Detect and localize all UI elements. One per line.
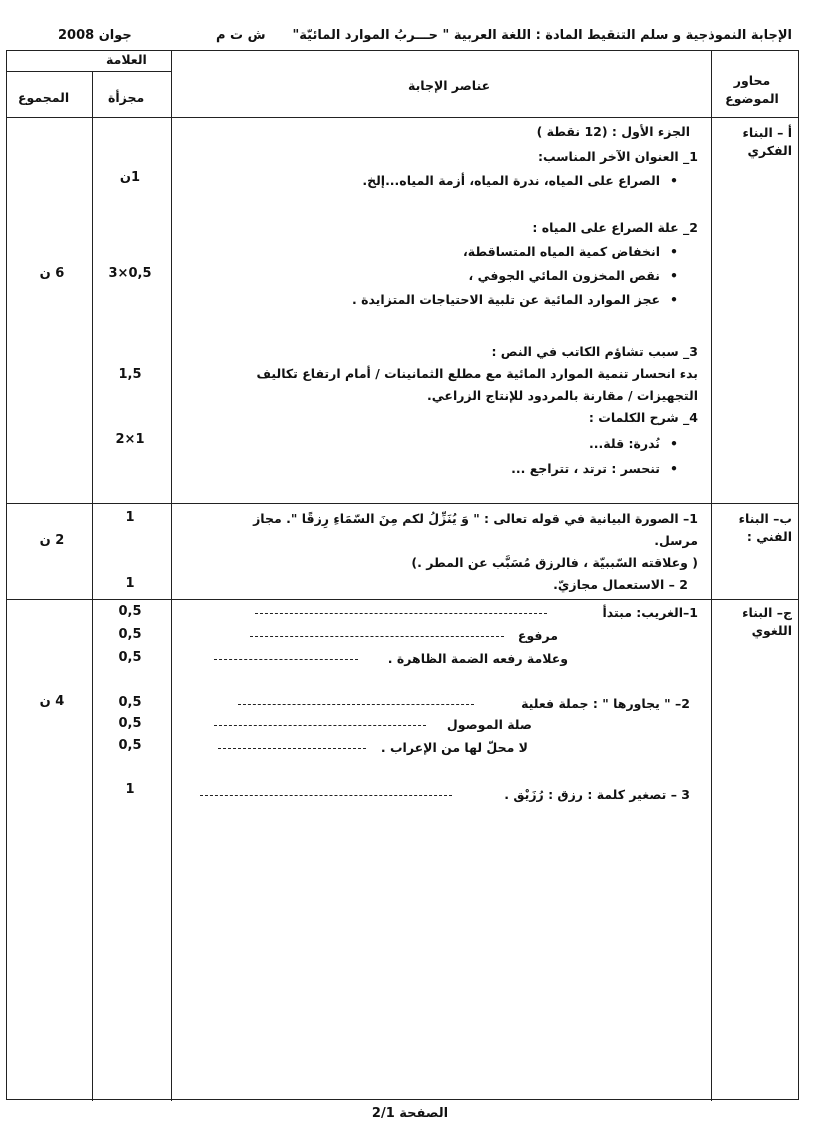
b-q1-line-1: 1– الصورة البيانية في قوله تعالى : " وَ يُنَزِّلُ لكم مِنَ السّمَاءِ رِزقًا ". مجاز <box>253 511 698 526</box>
dash-line <box>218 748 366 749</box>
mark-b2: 1 <box>125 576 135 591</box>
header-date: جوان 2008 <box>58 28 132 43</box>
q2-answer-1: • انخفاض كمية المياه المتساقطة، <box>463 244 678 260</box>
c-q2-b: صلة الموصول <box>446 717 532 732</box>
c-q2-a: 2– " يجاورها " : جملة فعلية <box>521 696 690 711</box>
q4-title: 4_ شرح الكلمات : <box>588 410 698 425</box>
q4-answer-2: • تنحسر : ترتد ، تتراجع ... <box>511 461 678 477</box>
mark-q3: 1,5 <box>118 367 142 382</box>
mark-q2: 3×0,5 <box>108 266 152 281</box>
col-divider <box>92 71 93 1101</box>
dash-line <box>214 725 426 726</box>
header-title: الإجابة النموذجية و سلم التنقيط المادة : اللغة العربية " حـــربُ الموارد المائيّة" <box>292 28 792 43</box>
q2-answer-3: • عجز الموارد المائية عن تلبية الاحتياجات المتزايدة . <box>352 292 678 308</box>
q2-answer-2: • نقص المخزون المائي الجوفي ، <box>468 268 678 284</box>
col-header-total: المجموع <box>18 90 70 105</box>
mark-c4: 0,5 <box>118 695 142 710</box>
dash-line <box>200 795 452 796</box>
c-q3: 3 – تصغير كلمة : رزق : رُزَيْق . <box>504 787 690 802</box>
col-divider <box>711 51 712 1101</box>
q3-answer-line-2: التجهيزات / مقارنة بالمردود للإنتاج الزراعي. <box>427 388 698 403</box>
mark-q4: 2×1 <box>115 432 145 447</box>
c-q1-c: وعلامة رفعه الضمة الظاهرة . <box>387 651 568 666</box>
c-q2-c: لا محلّ لها من الإعراب . <box>380 740 528 755</box>
row-divider <box>7 503 799 504</box>
axis-b: ب– البناء الفني : <box>738 511 792 544</box>
mark-c7: 1 <box>125 782 135 797</box>
row-divider <box>7 599 799 600</box>
q2-title: 2_ علة الصراع على المياه : <box>532 220 698 235</box>
total-c: 4 ن <box>39 694 65 709</box>
col-header-elements: عناصر الإجابة <box>408 78 491 93</box>
dash-line <box>255 613 547 614</box>
col-header-mark: العلامة <box>106 52 147 67</box>
dash-line <box>250 636 504 637</box>
page-number: الصفحة 2/1 <box>371 1106 449 1121</box>
row-divider <box>7 71 171 72</box>
col-divider <box>171 51 172 1101</box>
b-q1-line-3: ( وعلاقته السّببيّة ، فالرزق مُسَبَّب عن المطر .) <box>411 555 698 570</box>
mark-c6: 0,5 <box>118 738 142 753</box>
q1-answer: • الصراع على المياه، ندرة المياه، أزمة المياه...إلخ. <box>362 173 678 189</box>
q3-answer-line-1: بدء انحسار تنمية الموارد المائية مع مطلع الثمانينات / أمام ارتفاع تكاليف <box>256 366 698 381</box>
total-a: 6 ن <box>39 266 65 281</box>
axis-a: أ – البناء الفكري <box>742 125 792 158</box>
q3-title: 3_ سبب تشاؤم الكاتب في النص : <box>491 344 698 359</box>
axis-c: ج– البناء اللغوي <box>742 605 792 638</box>
col-header-axes: محاور الموضوع <box>725 73 779 106</box>
c-q1-b: مرفوع <box>517 628 558 643</box>
b-q1-line-2: مرسل. <box>654 533 698 548</box>
dash-line <box>214 659 358 660</box>
dash-line <box>238 704 474 705</box>
mark-c3: 0,5 <box>118 650 142 665</box>
mark-c5: 0,5 <box>118 716 142 731</box>
part-heading: الجزء الأول : (12 نقطة ) <box>536 124 690 139</box>
mark-b1: 1 <box>125 510 135 525</box>
page-header <box>58 28 792 50</box>
q1-title: 1_ العنوان الآخر المناسب: <box>538 149 698 164</box>
row-divider <box>7 117 799 118</box>
q4-answer-1: • نُدرة: قلة... <box>589 436 678 452</box>
header-code: ش ت م <box>216 28 266 43</box>
mark-c2: 0,5 <box>118 627 142 642</box>
total-b: 2 ن <box>39 533 65 548</box>
mark-q1: 1ن <box>119 170 141 185</box>
col-header-partial: مجزأة <box>108 90 145 105</box>
b-q2: 2 – الاستعمال مجازيّ. <box>553 577 688 592</box>
c-q1-a: 1–الغريب: مبتدأ <box>602 605 698 620</box>
mark-c1: 0,5 <box>118 604 142 619</box>
answer-table <box>6 50 799 1100</box>
